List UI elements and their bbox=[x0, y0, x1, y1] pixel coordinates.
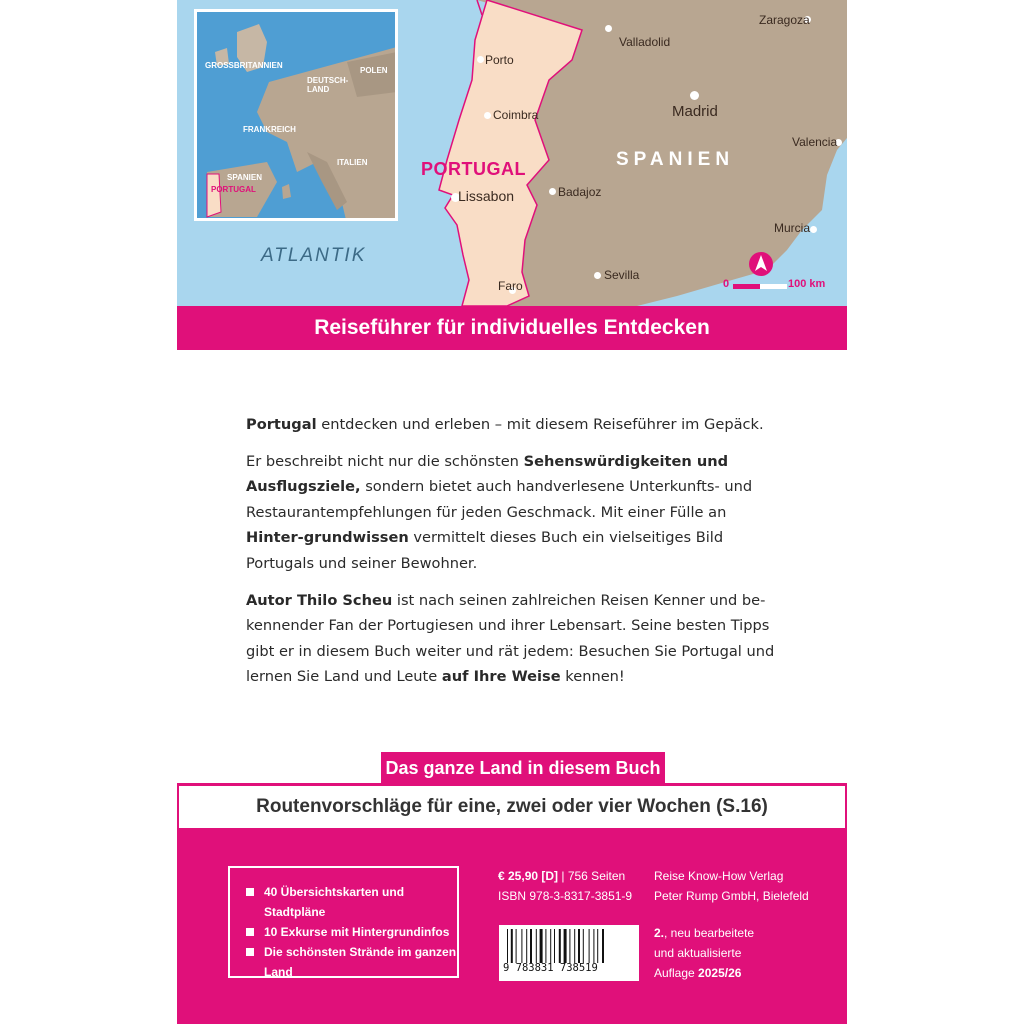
city-label-porto: Porto bbox=[485, 53, 514, 67]
barcode-digits: 9 783831 738519 bbox=[503, 962, 598, 974]
barcode-bar bbox=[536, 929, 537, 963]
barcode-bar bbox=[516, 929, 517, 963]
barcode-bar bbox=[530, 929, 532, 963]
inset-label-portugal: PORTUGAL bbox=[211, 185, 256, 194]
emphasis: Sehenswürdigkeiten und Ausflugsziele, bbox=[246, 452, 729, 496]
bullet-icon bbox=[246, 888, 254, 896]
city-label-murcia: Murcia bbox=[774, 221, 811, 235]
scale-bar-segment bbox=[760, 284, 787, 289]
capital-dot bbox=[690, 91, 699, 100]
feature-item bbox=[246, 882, 457, 922]
emphasis: auf Ihre Weise bbox=[441, 668, 561, 686]
feature-item bbox=[246, 942, 457, 982]
city-label-valladolid: Valladolid bbox=[619, 35, 671, 49]
blurb-text bbox=[246, 412, 786, 701]
barcode-bar bbox=[511, 929, 513, 963]
blurb-paragraph bbox=[246, 412, 786, 438]
edition-text: und aktualisierte bbox=[654, 946, 742, 960]
text: ist nach seinen zahlreichen Reisen Kenner und be-kennender Fan der Portugiesen und ihrer Lebensart. Seine besten Tipps gibt er in diesem Buch weiter und rät jedem: Besuchen Sie Portugal und lernen Sie Land und Leute bbox=[246, 591, 775, 686]
barcode-bar bbox=[521, 929, 522, 963]
barcode-bar bbox=[593, 929, 594, 963]
city-label-badajoz: Badajoz bbox=[558, 185, 602, 199]
text: Er beschreibt nicht nur die schönsten bbox=[246, 452, 524, 470]
edition-text: Auflage bbox=[654, 966, 699, 980]
city-dot bbox=[549, 188, 556, 195]
barcode-bar bbox=[526, 929, 527, 963]
features-box bbox=[228, 866, 459, 978]
edition-year: 2025/26 bbox=[698, 966, 742, 980]
barcode-bar bbox=[574, 929, 575, 963]
bullet-icon bbox=[246, 928, 254, 936]
price-info: € 25,90 [D] | 756 Seiten ISBN 978-3-8317-3851-9 bbox=[498, 866, 632, 906]
city-label-faro: Faro bbox=[498, 279, 523, 293]
barcode-bar bbox=[589, 929, 590, 963]
barcode-bar bbox=[597, 929, 598, 963]
city-label-zaragoza: Zaragoza bbox=[759, 13, 810, 27]
barcode-bar bbox=[578, 929, 580, 963]
barcode-bar bbox=[569, 929, 570, 963]
city-dot bbox=[477, 56, 484, 63]
inset-label-spain: SPANIEN bbox=[227, 173, 262, 182]
scale-end-label: 100 km bbox=[788, 278, 826, 290]
scale-start-label: 0 bbox=[723, 278, 730, 290]
city-dot bbox=[484, 112, 491, 119]
feature-text: 40 Übersichtskarten und Stadtpläne bbox=[264, 885, 405, 919]
europe-inset-map bbox=[194, 9, 398, 221]
barcode-bar bbox=[554, 929, 555, 963]
inset-label-poland: POLEN bbox=[360, 66, 388, 75]
city-label-madrid: Madrid bbox=[672, 103, 718, 120]
price: € 25,90 [D] bbox=[498, 869, 559, 883]
barcode-bar bbox=[545, 929, 546, 963]
feature-item bbox=[246, 922, 457, 942]
routes-banner: Routenvorschläge für eine, zwei oder vier Wochen (S.16) bbox=[179, 786, 845, 828]
city-label-valencia: Valencia bbox=[792, 135, 838, 149]
inset-label-italy: ITALIEN bbox=[337, 158, 368, 167]
barcode-bar bbox=[564, 929, 567, 963]
inset-label-germany: DEUTSCH- LAND bbox=[307, 76, 349, 94]
city-label-sevilla: Sevilla bbox=[604, 268, 640, 282]
emphasis: Autor Thilo Scheu bbox=[246, 591, 393, 609]
barcode-bars bbox=[507, 929, 631, 963]
blurb-paragraph bbox=[246, 588, 786, 690]
country-label-portugal: PORTUGAL bbox=[421, 159, 526, 179]
city-label-lissabon: Lissabon bbox=[458, 188, 515, 204]
bullet-icon bbox=[246, 948, 254, 956]
isbn-barcode bbox=[499, 925, 639, 981]
north-arrow-icon bbox=[748, 251, 774, 277]
overview-map bbox=[177, 0, 847, 306]
barcode-bar bbox=[559, 929, 561, 963]
publisher-address: Peter Rump GmbH, Bielefeld bbox=[654, 889, 809, 903]
barcode-bar bbox=[507, 929, 508, 963]
inset-label-uk: GROSSBRITANNIEN bbox=[205, 61, 283, 70]
blurb-paragraph bbox=[246, 449, 786, 577]
barcode-bar bbox=[602, 929, 604, 963]
isbn: ISBN 978-3-8317-3851-9 bbox=[498, 889, 633, 903]
book-back-cover bbox=[177, 0, 847, 1024]
text: vermittelt dieses Buch ein vielseitiges Bild Portugals und seiner Bewohner. bbox=[246, 529, 724, 572]
publisher-name: Reise Know-How Verlag bbox=[654, 869, 784, 883]
city-dot bbox=[810, 226, 817, 233]
text: sondern bietet auch handverlesene Unterkunfts- und Restaurantempfehlungen für jeden Geschmack. Mit einer Fülle an bbox=[246, 478, 753, 521]
feature-text: Die schönsten Strände im ganzen Land bbox=[264, 945, 457, 979]
emphasis: Hinter-grundwissen bbox=[246, 529, 409, 547]
emphasis: Portugal bbox=[246, 416, 317, 433]
city-dot bbox=[605, 25, 612, 32]
city-dot bbox=[594, 272, 601, 279]
feature-text: 10 Exkurse mit Hintergrundinfos bbox=[264, 925, 450, 939]
text: kennen! bbox=[560, 668, 625, 686]
tagline-banner: Reiseführer für individuelles Entdecken bbox=[177, 306, 847, 350]
text: entdecken und erleben – mit diesem Reiseführer im Gepäck. bbox=[316, 416, 764, 433]
city-label-coimbra: Coimbra bbox=[493, 108, 539, 122]
inset-label-france: FRANKREICH bbox=[243, 125, 296, 134]
barcode-bar bbox=[583, 929, 584, 963]
barcode-bar bbox=[550, 929, 551, 963]
ocean-label: ATLANTIK bbox=[261, 245, 367, 266]
page-count: 756 Seiten bbox=[567, 869, 626, 883]
country-label-spain: SPANIEN bbox=[616, 149, 735, 170]
edition-number: 2. bbox=[654, 926, 665, 940]
edition-info bbox=[654, 923, 754, 983]
edition-text: , neu bearbeitete bbox=[664, 926, 755, 940]
barcode-bar bbox=[540, 929, 543, 963]
section-label: Das ganze Land in diesem Buch bbox=[381, 752, 665, 784]
publisher-info bbox=[654, 866, 809, 906]
